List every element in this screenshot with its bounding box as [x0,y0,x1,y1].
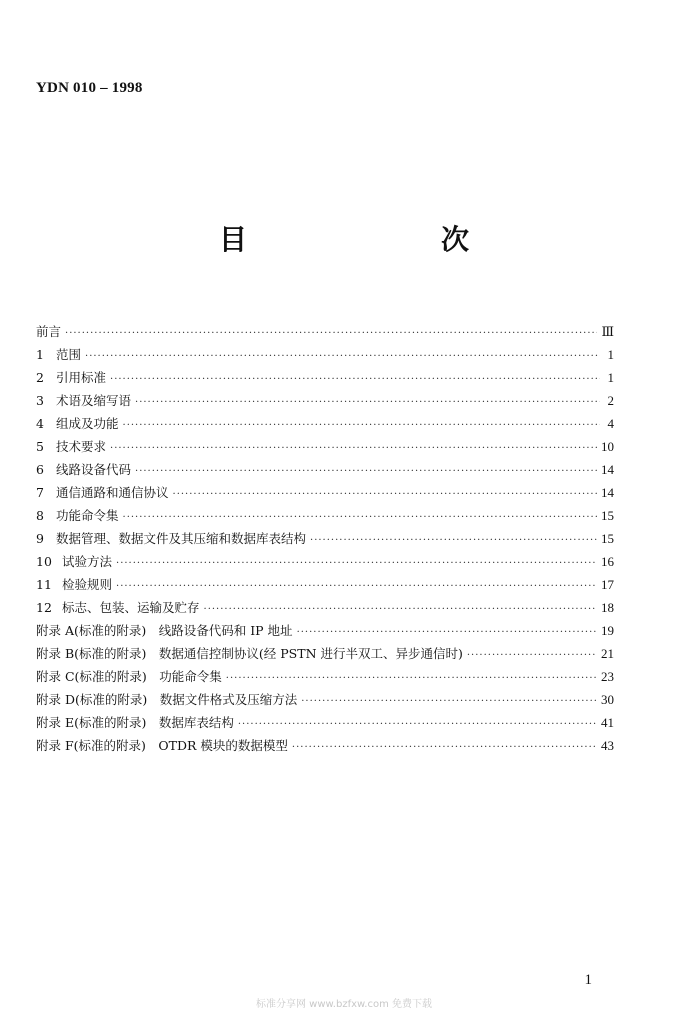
toc-entry-3[interactable] [36,389,614,412]
toc-entry-page: 43 [601,738,614,753]
toc-entry-page: 15 [601,508,614,523]
toc-entry-page: 1 [607,347,614,362]
document-code: YDN 010 – 1998 [36,80,143,96]
toc-dot-leader [85,345,600,368]
toc-entry-label: 附录 F(标准的附录) OTDR 模块的数据模型 [36,738,288,753]
toc-entry-page: 14 [601,462,614,477]
toc-entry-number: 2 [36,370,44,385]
toc-entry-7[interactable] [36,481,614,504]
toc-dot-leader [226,667,597,690]
toc-dot-leader [292,736,597,759]
toc-entry-page: 4 [607,416,614,431]
toc-dot-leader [467,644,597,667]
toc-entry-number: 3 [36,393,44,408]
toc-entry-label: 检验规则 [62,577,113,592]
toc-entry-6[interactable] [36,458,614,481]
toc-entry-label: 术语及缩写语 [56,393,132,408]
toc-dot-leader [204,598,597,621]
toc-entry-2[interactable] [36,366,614,389]
toc-entry-5[interactable] [36,435,614,458]
toc-entry-8[interactable] [36,504,614,527]
toc-entry-page: 14 [601,485,614,500]
toc-entry-appendix-a[interactable] [36,619,614,642]
toc-entry-appendix-b[interactable] [36,642,614,665]
toc-entry-page: 1 [607,370,614,385]
toc-dot-leader [135,460,597,483]
toc-entry-10[interactable] [36,550,614,573]
page-number: 1 [584,972,592,988]
toc-dot-leader [116,575,597,598]
toc-entry-foreword[interactable] [36,320,614,343]
toc-entry-number: 4 [36,416,44,431]
toc-entry-label: 附录 B(标准的附录) 数据通信控制协议(经 PSTN 进行半双工、异步通信时) [36,646,463,661]
toc-entry-page: 30 [601,692,614,707]
toc-dot-leader [65,322,597,345]
toc-entry-number: 1 [36,347,44,362]
toc-entry-page: 10 [601,439,614,454]
toc-entry-appendix-e[interactable] [36,711,614,734]
toc-entry-label: 数据管理、数据文件及其压缩和数据库表结构 [56,531,307,546]
toc-dot-leader [110,368,600,391]
toc-entry-number: 8 [36,508,44,523]
watermark: 标准分享网 www.bzfxw.com 免费下载 [256,999,432,1010]
toc-entry-page: 16 [601,554,614,569]
toc-dot-leader [135,391,600,414]
toc-entry-page: 18 [601,600,614,615]
table-of-contents [36,320,614,757]
toc-entry-number: 7 [36,485,44,500]
toc-entry-11[interactable] [36,573,614,596]
toc-entry-page: 23 [601,669,614,684]
toc-entry-appendix-f[interactable] [36,734,614,757]
toc-entry-number: 5 [36,439,44,454]
toc-dot-leader [173,483,597,506]
toc-entry-number: 10 [36,554,52,569]
toc-entry-number: 9 [36,531,44,546]
toc-entry-number: 6 [36,462,44,477]
toc-entry-label: 引用标准 [56,370,107,385]
toc-entry-number: 12 [36,600,52,615]
toc-dot-leader [123,506,597,529]
toc-entry-label: 附录 D(标准的附录) 数据文件格式及压缩方法 [36,692,298,707]
toc-dot-leader [301,690,597,713]
toc-dot-leader [310,529,597,552]
toc-entry-label: 通信通路和通信协议 [56,485,169,500]
toc-entry-label: 试验方法 [62,554,113,569]
toc-title: 目 次 [218,223,515,256]
toc-entry-label: 功能命令集 [56,508,119,523]
toc-entry-label: 范围 [56,347,82,362]
toc-entry-page: 2 [607,393,614,408]
toc-entry-label: 前言 [36,324,62,339]
toc-entry-label: 附录 C(标准的附录) 功能命令集 [36,669,222,684]
toc-entry-12[interactable] [36,596,614,619]
toc-dot-leader [110,437,597,460]
toc-entry-label: 标志、包装、运输及贮存 [62,600,200,615]
toc-entry-page: 19 [601,623,614,638]
toc-entry-label: 附录 E(标准的附录) 数据库表结构 [36,715,234,730]
toc-entry-page: 21 [601,646,614,661]
toc-entry-page: Ⅲ [601,324,614,339]
toc-dot-leader [116,552,597,575]
toc-entry-label: 组成及功能 [56,416,119,431]
toc-entry-4[interactable] [36,412,614,435]
toc-entry-number: 11 [36,577,52,592]
toc-entry-page: 17 [601,577,614,592]
toc-entry-appendix-c[interactable] [36,665,614,688]
toc-entry-9[interactable] [36,527,614,550]
toc-entry-page: 41 [601,715,614,730]
toc-entry-label: 线路设备代码 [56,462,132,477]
toc-entry-label: 附录 A(标准的附录) 线路设备代码和 IP 地址 [36,623,293,638]
toc-entry-page: 15 [601,531,614,546]
toc-entry-1[interactable] [36,343,614,366]
toc-entry-label: 技术要求 [56,439,107,454]
toc-dot-leader [238,713,597,736]
toc-entry-appendix-d[interactable] [36,688,614,711]
toc-dot-leader [123,414,600,437]
toc-dot-leader [297,621,597,644]
